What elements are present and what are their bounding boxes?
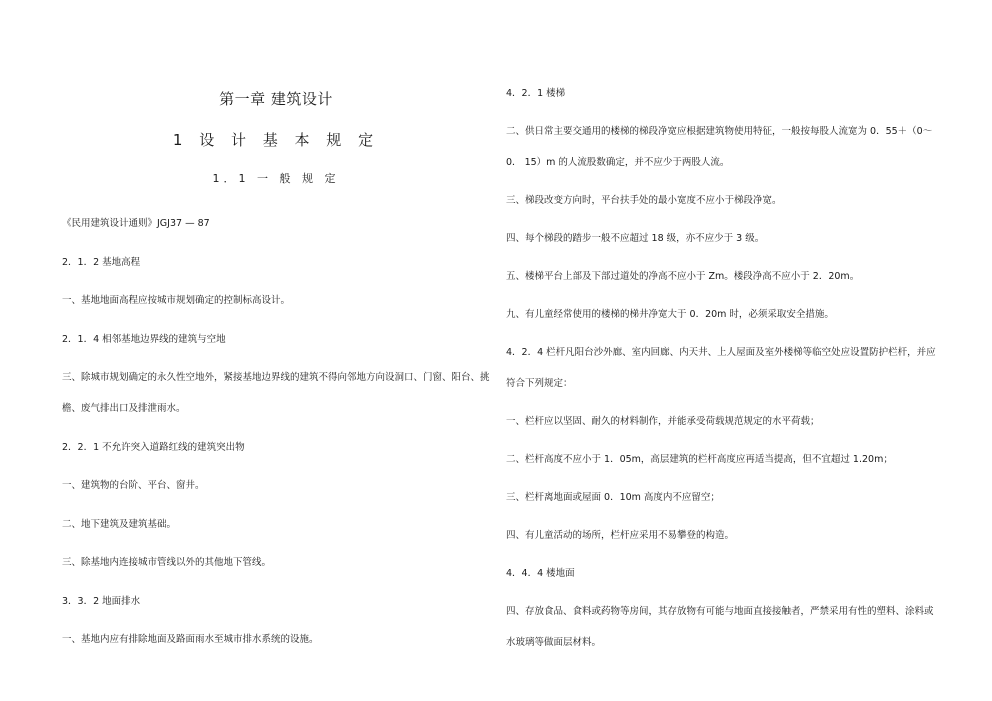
paragraph: 一、栏杆应以坚固、耐久的材料制作，并能承受荷载规范规定的水平荷载； — [506, 416, 820, 427]
paragraph: 二、供日常主要交通用的楼梯的梯段净宽应根据建筑物使用特征，一般按每股人流宽为 0．55＋（0～0． 15）m 的人流股数确定，并不应少于两股人流。 — [506, 126, 933, 168]
right-column — [506, 78, 940, 665]
paragraph: 四、每个梯段的踏步一般不应超过 18 级，亦不应少于 3 级。 — [506, 233, 765, 244]
paragraph: 三、除基地内连接城市管线以外的其他地下管线。 — [62, 557, 272, 568]
paragraph: 二、地下建筑及建筑基础。 — [62, 518, 177, 530]
paragraph: 一、基地内应有排除地面及路面雨水至城市排水系统的设施。 — [62, 634, 319, 645]
paragraph: 九、有儿童经常使用的楼梯的梯井净宽大于 0．20m 时，必须采取安全措施。 — [506, 309, 834, 320]
clause-heading: 3．3．2 地面排水 — [62, 595, 141, 607]
section-title: 1 设 计 基 本 规 定 — [172, 131, 380, 149]
paragraph: 《民用建筑设计通则》JGJ37 — 87 — [62, 218, 210, 229]
clause-heading: 2．1．2 基地高程 — [62, 256, 141, 268]
subsection-title: 1．1 一 般 规 定 — [212, 172, 340, 185]
clause-heading: 4．4．4 楼地面 — [506, 568, 575, 579]
paragraph: 一、建筑物的台阶、平台、窗井。 — [62, 480, 205, 491]
paragraph: 三、除城市规划确定的永久性空地外，紧接基地边界线的建筑不得向邻地方向设洞口、门窗、阳台、挑檐、废气排出口及排泄雨水。 — [62, 372, 490, 414]
paragraph: 三、梯段改变方向时，平台扶手处的最小宽度不应小于梯段净宽。 — [506, 195, 782, 206]
paragraph: 三、栏杆离地面或屋面 0．10m 高度内不应留空； — [506, 492, 720, 503]
paragraph: 一、基地地面高程应按城市规划确定的控制标高设计。 — [62, 295, 291, 306]
clause-heading: 2．2．1 不允许突入道路红线的建筑突出物 — [62, 441, 245, 453]
left-column — [62, 88, 490, 663]
chapter-title: 第一章 建筑设计 — [219, 90, 333, 108]
paragraph: 四、存放食品、食料或药物等房间，其存放物有可能与地面直接接触者，严禁采用有性的塑料、涂料或水玻璃等做面层材料。 — [506, 606, 934, 648]
clause-heading: 4．2．4 栏杆凡阳台沙外廊、室内回廊、内天井、上人屋面及室外楼梯等临空处应设置防护栏杆，并应符合下列规定： — [506, 347, 936, 389]
clause-heading: 4．2．1 楼梯 — [506, 88, 566, 99]
paragraph: 二、栏杆高度不应小于 1．05m，高层建筑的栏杆高度应再适当提高，但不宜超过 1.20m； — [506, 454, 893, 465]
paragraph: 五、楼梯平台上部及下部过道处的净高不应小于 Zm。楼段净高不应小于 2．20m。 — [506, 271, 860, 282]
paragraph: 四、有儿童活动的场所，栏杆应采用不易攀登的构造。 — [506, 530, 735, 541]
clause-heading: 2．1．4 相邻基地边界线的建筑与空地 — [62, 333, 226, 345]
